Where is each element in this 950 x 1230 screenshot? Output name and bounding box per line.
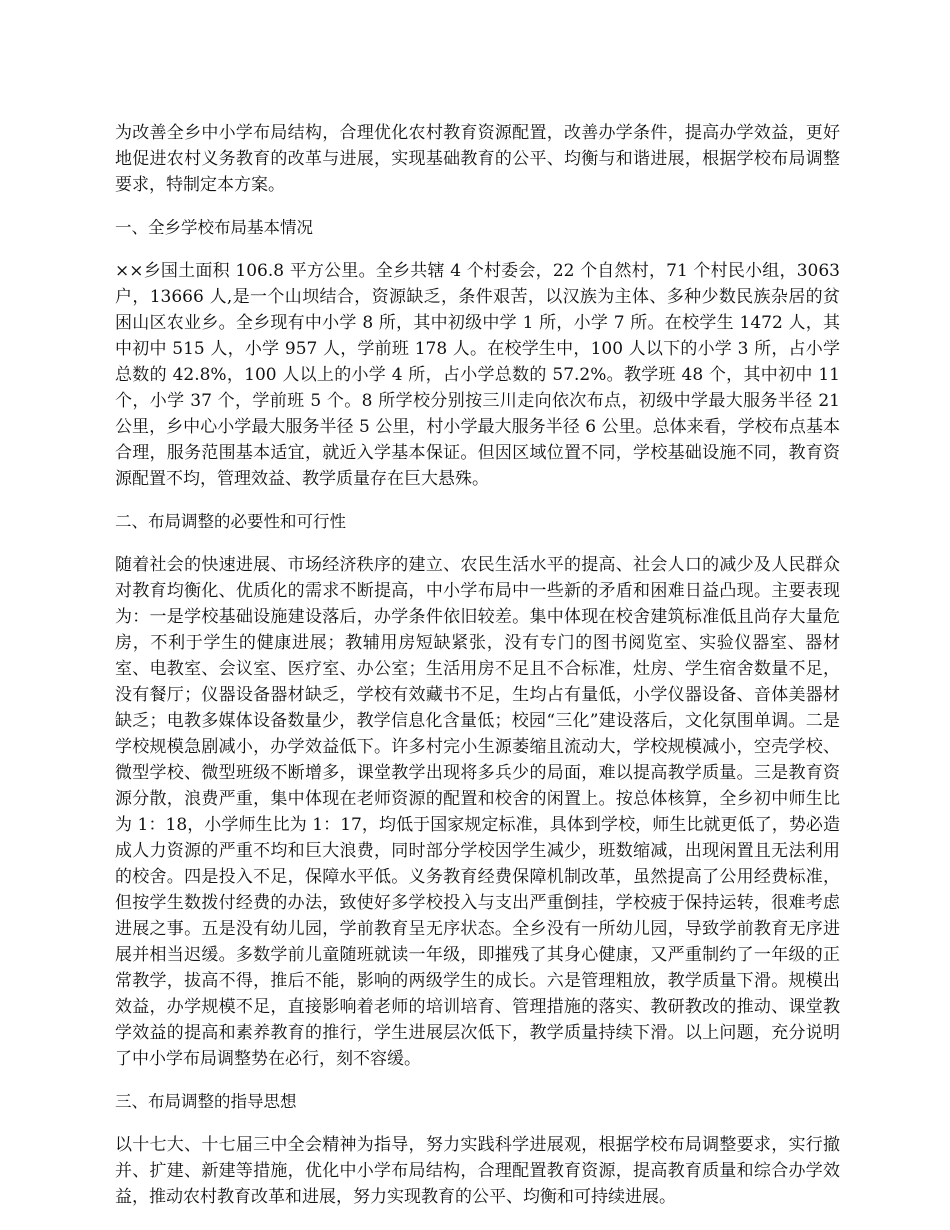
section-3-paragraph: 以十七大、十七届三中全会精神为指导，努力实践科学进展观，根据学校布局调整要求，实行撤并、扩建、新建等措施，优化中小学布局结构，合理配置教育资源，提高教育质量和综合办学效益，推动农村教育改革和进展，努力实现教育的公平、均衡和可持续进展。	[115, 1135, 840, 1207]
intro-paragraph: 为改善全乡中小学布局结构，合理优化农村教育资源配置，改善办学条件，提高办学效益，更好地促进农村义务教育的改革与进展，实现基础教育的公平、均衡与和谐进展，根据学校布局调整要求，特制定本方案。	[115, 123, 840, 195]
section-3-heading: 三、布局调整的指导思想	[115, 1092, 297, 1111]
section-2-paragraph: 随着社会的快速进展、市场经济秩序的建立、农民生活水平的提高、社会人口的减少及人民群众对教育均衡化、优质化的需求不断提高，中小学布局中一些新的矛盾和困难日益凸现。主要表现为：一是学校基础设施建设落后，办学条件依旧较差。集中体现在校舍建筑标准低且尚存大量危房，不利于学生的健康进展；教辅用房短缺紧张，没有专门的图书阅览室、实验仪器室、器材室、电教室、会议室、医疗室、办公室；生活用房不足且不合标准，灶房、学生宿舍数量不足，没有餐厅；仪器设备器材缺乏，学校有效藏书不足，生均占有量低，小学仪器设备、音体美器材缺乏；电教多媒体设备数量少，教学信息化含量低；校园“三化”建设落后，文化氛围单调。二是学校规模急剧减小，办学效益低下。许多村完小生源萎缩且流动大，学校规模减小，空壳学校、微型学校、微型班级不断增多，课堂教学出现将多兵少的局面，难以提高教学质量。三是教育资源分散，浪费严重，集中体现在老师资源的配置和校舍的闲置上。按总体核算，全乡初中师生比为 1：18，小学师生比为 1：17，均低于国家规定标准，具体到学校，师生比就更低了，势必造成人力资源的严重不均和巨大浪费，同时部分学校因学生减少，班数缩减，出现闲置且无法利用的校舍。四是投入不足，保障水平低。义务教育经费保障机制改革，虽然提高了公用经费标准，但按学生数拨付经费的办法，致使好多学校投入与支出严重倒挂，学校疲于保持运转，很难考虑进展之事。五是没有幼儿园，学前教育呈无序状态。全乡没有一所幼儿园，导致学前教育无序进展并相当迟缓。多数学前儿童随班就读一年级，即摧残了其身心健康，又严重制约了一年级的正常教学，拔高不得，推后不能，影响的两级学生的成长。六是管理粗放，教学质量下滑。规模出效益，办学规模不足，直接影响着老师的培训培育、管理措施的落实、教研教改的推动、课堂教学效益的提高和素养教育的推行，学生进展层次低下，教学质量持续下滑。以上问题，充分说明了中小学布局调整势在必行，刻不容缓。	[115, 555, 840, 1069]
section-1-heading: 一、全乡学校布局基本情况	[115, 218, 313, 237]
document-page	[115, 120, 840, 1227]
section-1-paragraph: ××乡国土面积 106.8 平方公里。全乡共辖 4 个村委会，22 个自然村，71 个村民小组，3063 户，13666 人,是一个山坝结合，资源缺乏，条件艰苦，以汉族为主体、多种少数民族杂居的贫困山区农业乡。全乡现有中小学 8 所，其中初级中学 1 所，小学 7 所。在校学生 1472 人，其中初中 515 人，小学 957 人，学前班 178 人。在校学生中，100 人以下的小学 3 所，占小学总数的 42.8%，100 人以上的小学 4 所，占小学总数的 57.2%。教学班 48 个，其中初中 11 个，小学 37 个，学前班 5 个。8 所学校分别按三川走向依次布点，初级中学最大服务半径 21 公里，乡中心小学最大服务半径 5 公里，村小学最大服务半径 6 公里。总体来看，学校布点基本合理，服务范围基本适宜，就近入学基本保证。但因区域位置不同，学校基础设施不同，教育资源配置不均，管理效益、教学质量存在巨大悬殊。	[115, 261, 840, 489]
section-2-heading: 二、布局调整的必要性和可行性	[115, 512, 346, 531]
